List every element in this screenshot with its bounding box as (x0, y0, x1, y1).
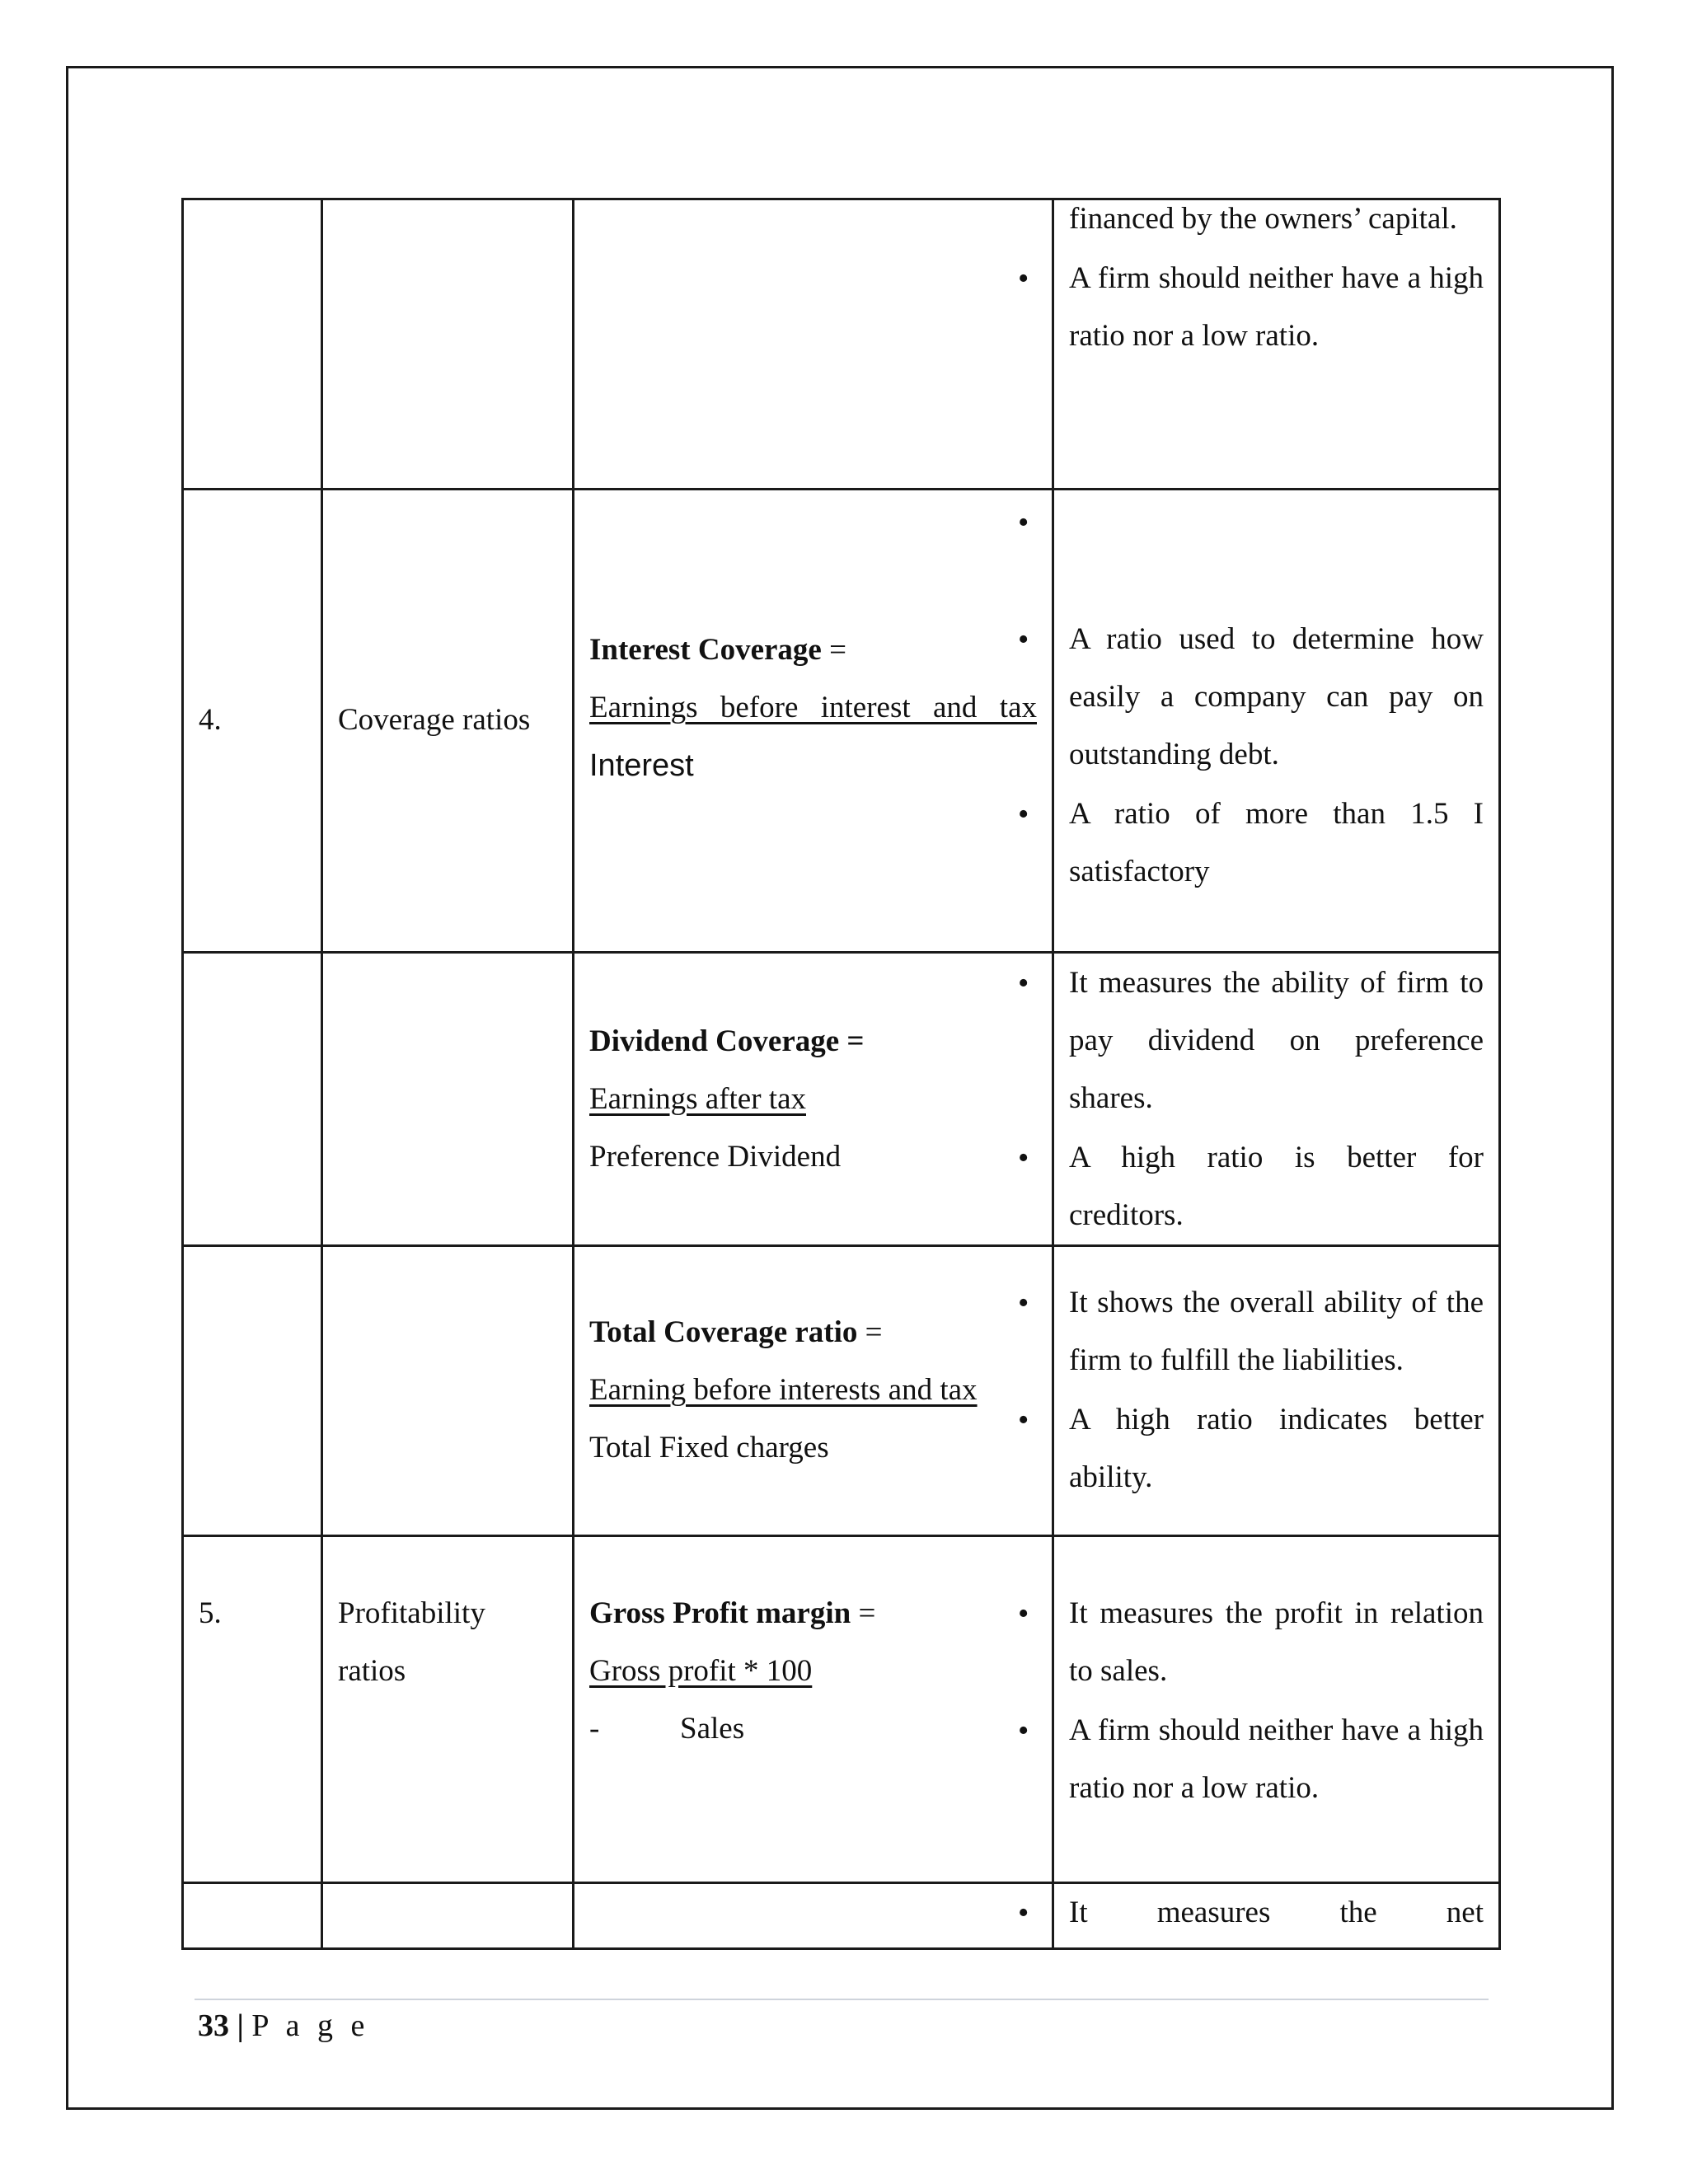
formula-cell (574, 489, 1053, 952)
formula-heading (589, 1304, 1037, 1361)
description-text: financed by the owners’ capital. (1069, 202, 1457, 236)
bullet-point: • A high ratio indicates better ability. (1069, 1391, 1484, 1507)
description-cell (1053, 1882, 1500, 1948)
row-number-cell: 5. (183, 1535, 322, 1882)
row-number-cell (183, 1245, 322, 1535)
formula-heading (589, 621, 1037, 679)
formula-cell (574, 1535, 1053, 1882)
row-number-cell: 4. (183, 489, 322, 952)
ratio-category-cell: Profitability ratios (322, 1535, 574, 1882)
formula-equals: = (865, 1315, 883, 1350)
page-number: 33 (198, 2008, 229, 2043)
bullet-point: • A firm should neither have a high ratio nor a low ratio. (1069, 250, 1484, 365)
formula-equals: = (829, 633, 846, 668)
description-cell (1053, 199, 1500, 490)
formula-title: Total Coverage ratio (589, 1315, 858, 1350)
ratio-category-cell (322, 199, 574, 490)
formula-denominator: Total Fixed charges (589, 1431, 829, 1465)
bullet-point: • A firm should neither have a high ratio nor a low ratio. (1069, 1702, 1484, 1817)
formula-denominator: Interest (589, 748, 694, 784)
row-number-cell (183, 953, 322, 1246)
table-row (183, 489, 1500, 952)
formula-title: Dividend Coverage = (589, 1024, 865, 1058)
page-footer (198, 2001, 369, 2050)
formula-numerator: Earning before interests and tax (589, 1373, 978, 1408)
table-row (183, 1245, 1500, 1535)
ratio-category-cell (322, 953, 574, 1246)
footer-separator: | (237, 2008, 244, 2043)
description-cell (1053, 1535, 1500, 1882)
table-row (183, 1535, 1500, 1882)
formula-cell (574, 1882, 1053, 1948)
footer-divider (195, 1999, 1489, 2000)
bullet-point: • It measures the net (1069, 1884, 1484, 1942)
formula-cell (574, 1245, 1053, 1535)
bullet-point-empty (1069, 494, 1484, 609)
bullet-point: • It shows the overall ability of the firm to fulfill the liabilities. (1069, 1274, 1484, 1390)
ratio-category-cell (322, 1882, 574, 1948)
table-row (183, 199, 1500, 490)
formula-denominator: Sales (680, 1711, 745, 1746)
bullet-point: • It measures the ability of firm to pay dividend on preference shares. (1069, 954, 1484, 1127)
bullet-point: • A ratio of more than 1.5 I satisfactory (1069, 785, 1484, 901)
description-cell (1053, 1245, 1500, 1535)
description-cell (1053, 953, 1500, 1246)
page-label: P a g e (251, 2008, 370, 2043)
formula-dash: - (589, 1711, 600, 1746)
formula-numerator: Earnings after tax (589, 1081, 806, 1116)
formula-cell (574, 199, 1053, 490)
formula-title: Gross Profit margin (589, 1596, 851, 1630)
formula-heading (589, 1585, 1037, 1643)
ratios-table (181, 198, 1501, 1950)
formula-title: Interest Coverage (589, 633, 822, 668)
bullet-point: • A high ratio is better for creditors. (1069, 1129, 1484, 1244)
ratio-category-cell: Coverage ratios (322, 489, 574, 952)
description-cell (1053, 489, 1500, 952)
bullet-point: • It measures the profit in relation to sales. (1069, 1585, 1484, 1700)
formula-cell (574, 953, 1053, 1246)
table-row (183, 1882, 1500, 1948)
formula-numerator: Earnings before interest and tax (589, 691, 1037, 725)
ratio-category-cell (322, 1245, 574, 1535)
row-number-cell (183, 199, 322, 490)
row-number-cell (183, 1882, 322, 1948)
table-row (183, 953, 1500, 1246)
formula-numerator: Gross profit * 100 (589, 1653, 813, 1688)
formula-denominator: Preference Dividend (589, 1139, 842, 1174)
formula-equals: = (858, 1596, 876, 1630)
formula-heading (589, 1013, 1037, 1071)
bullet-point: • A ratio used to determine how easily a company can pay on outstanding debt. (1069, 611, 1484, 784)
